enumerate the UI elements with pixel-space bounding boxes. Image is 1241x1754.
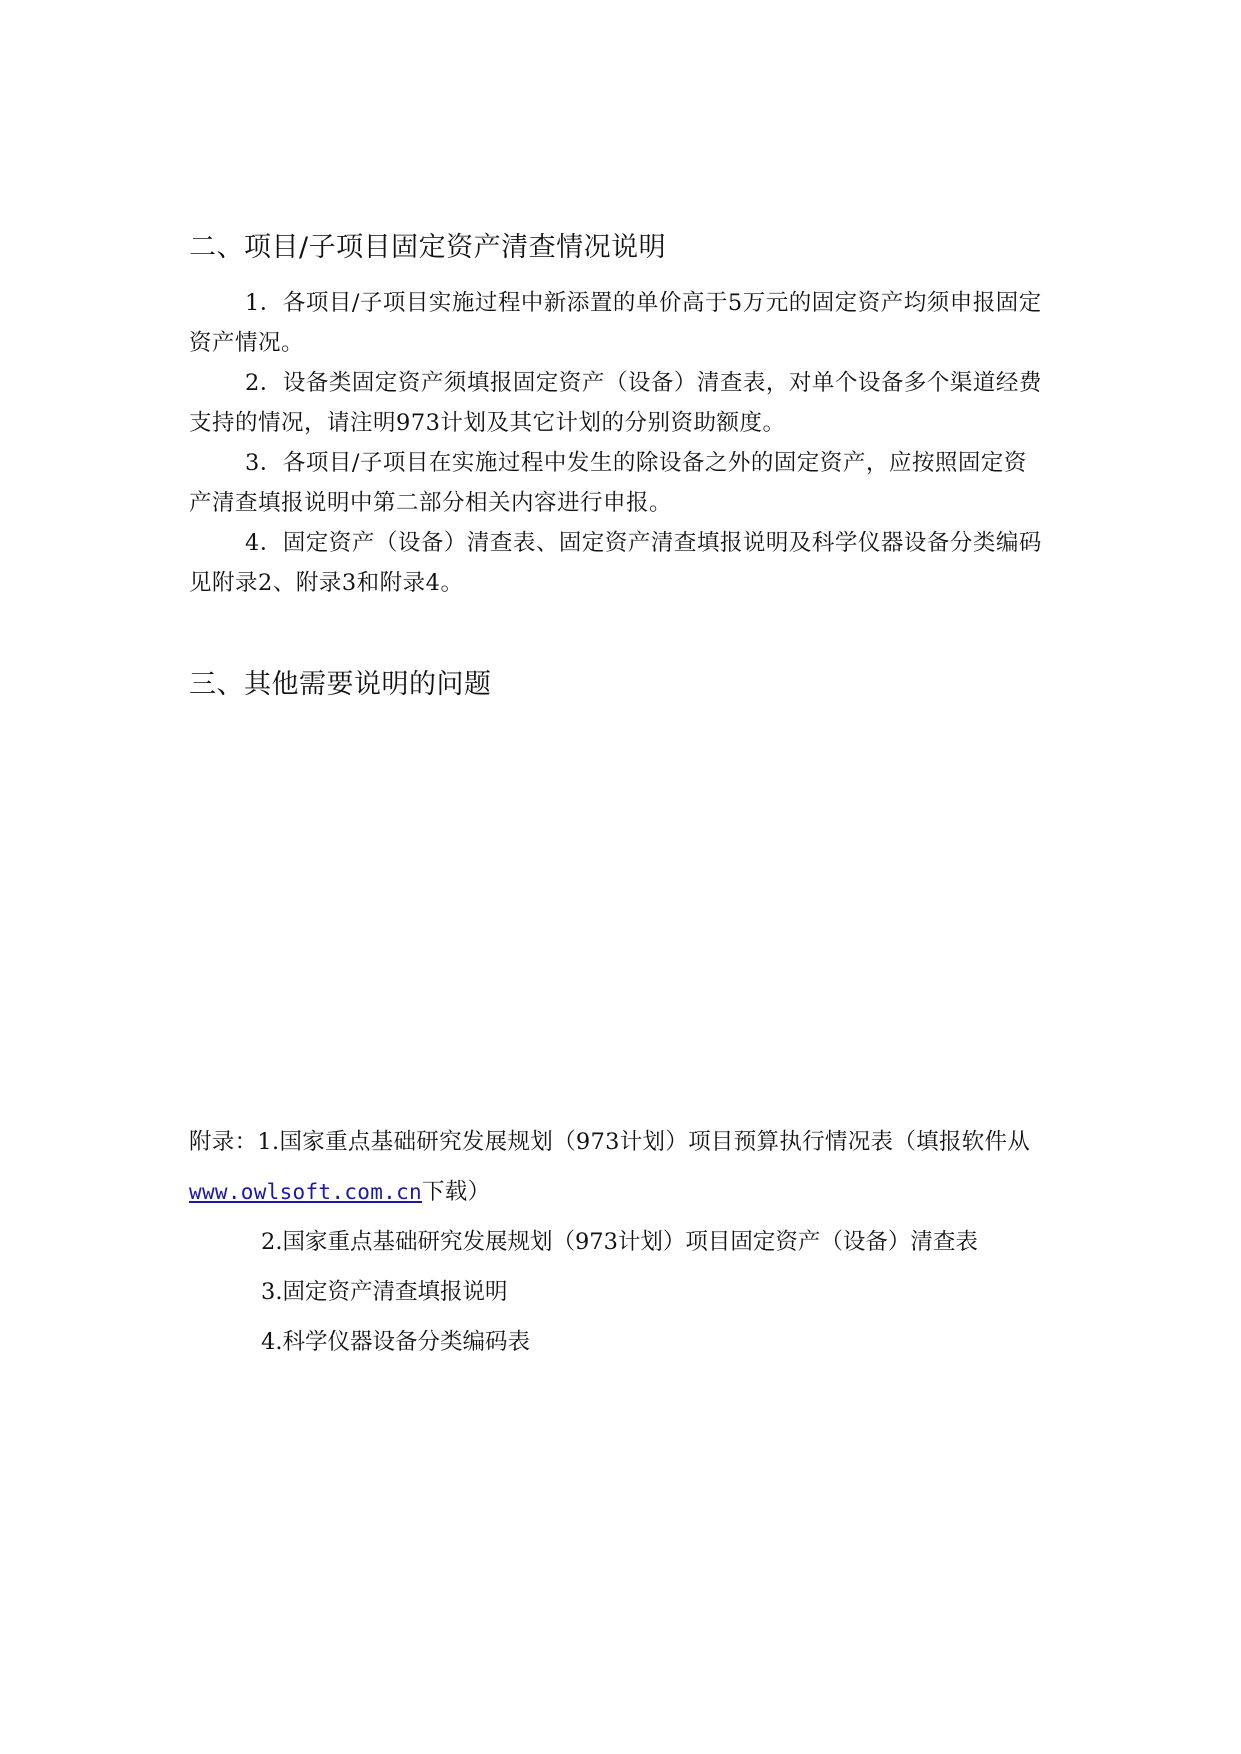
appendix-item-2: 2.国家重点基础研究发展规划（973计划）项目固定资产（设备）清查表 [261,1229,978,1255]
section2-heading: 二、项目/子项目固定资产清查情况说明 [189,232,667,263]
section3-heading: 三、其他需要说明的问题 [189,669,492,700]
section2-paragraph-1: 1．各项目/子项目实施过程中新添置的单价高于5万元的固定资产均须申报固定资产情况。 [189,290,1042,356]
appendix [189,1117,1069,1367]
appendix-item-1 [189,1117,1069,1217]
appendix-item-3: 3.固定资产清查填报说明 [261,1279,508,1305]
appendix-item-1-suffix: 下载） [421,1179,491,1205]
appendix-item-4: 4.科学仪器设备分类编码表 [261,1329,530,1355]
appendix-item-1-text: 附录：1.国家重点基础研究发展规划（973计划）项目预算执行情况表（填报软件从 [189,1129,1031,1155]
section2-body [189,283,1049,603]
section2-paragraph-2: 2．设备类固定资产须填报固定资产（设备）清查表，对单个设备多个渠道经费支持的情况，请注明973计划及其它计划的分别资助额度。 [189,370,1042,436]
section2-paragraph-4: 4．固定资产（设备）清查表、固定资产清查填报说明及科学仪器设备分类编码见附录2、附录3和附录4。 [189,530,1042,596]
download-link[interactable]: www.owlsoft.com.cn [189,1180,422,1204]
appendix-list [189,1217,1069,1367]
section2-paragraph-3: 3．各项目/子项目在实施过程中发生的除设备之外的固定资产，应按照固定资产清查填报说明中第二部分相关内容进行申报。 [189,450,1027,516]
